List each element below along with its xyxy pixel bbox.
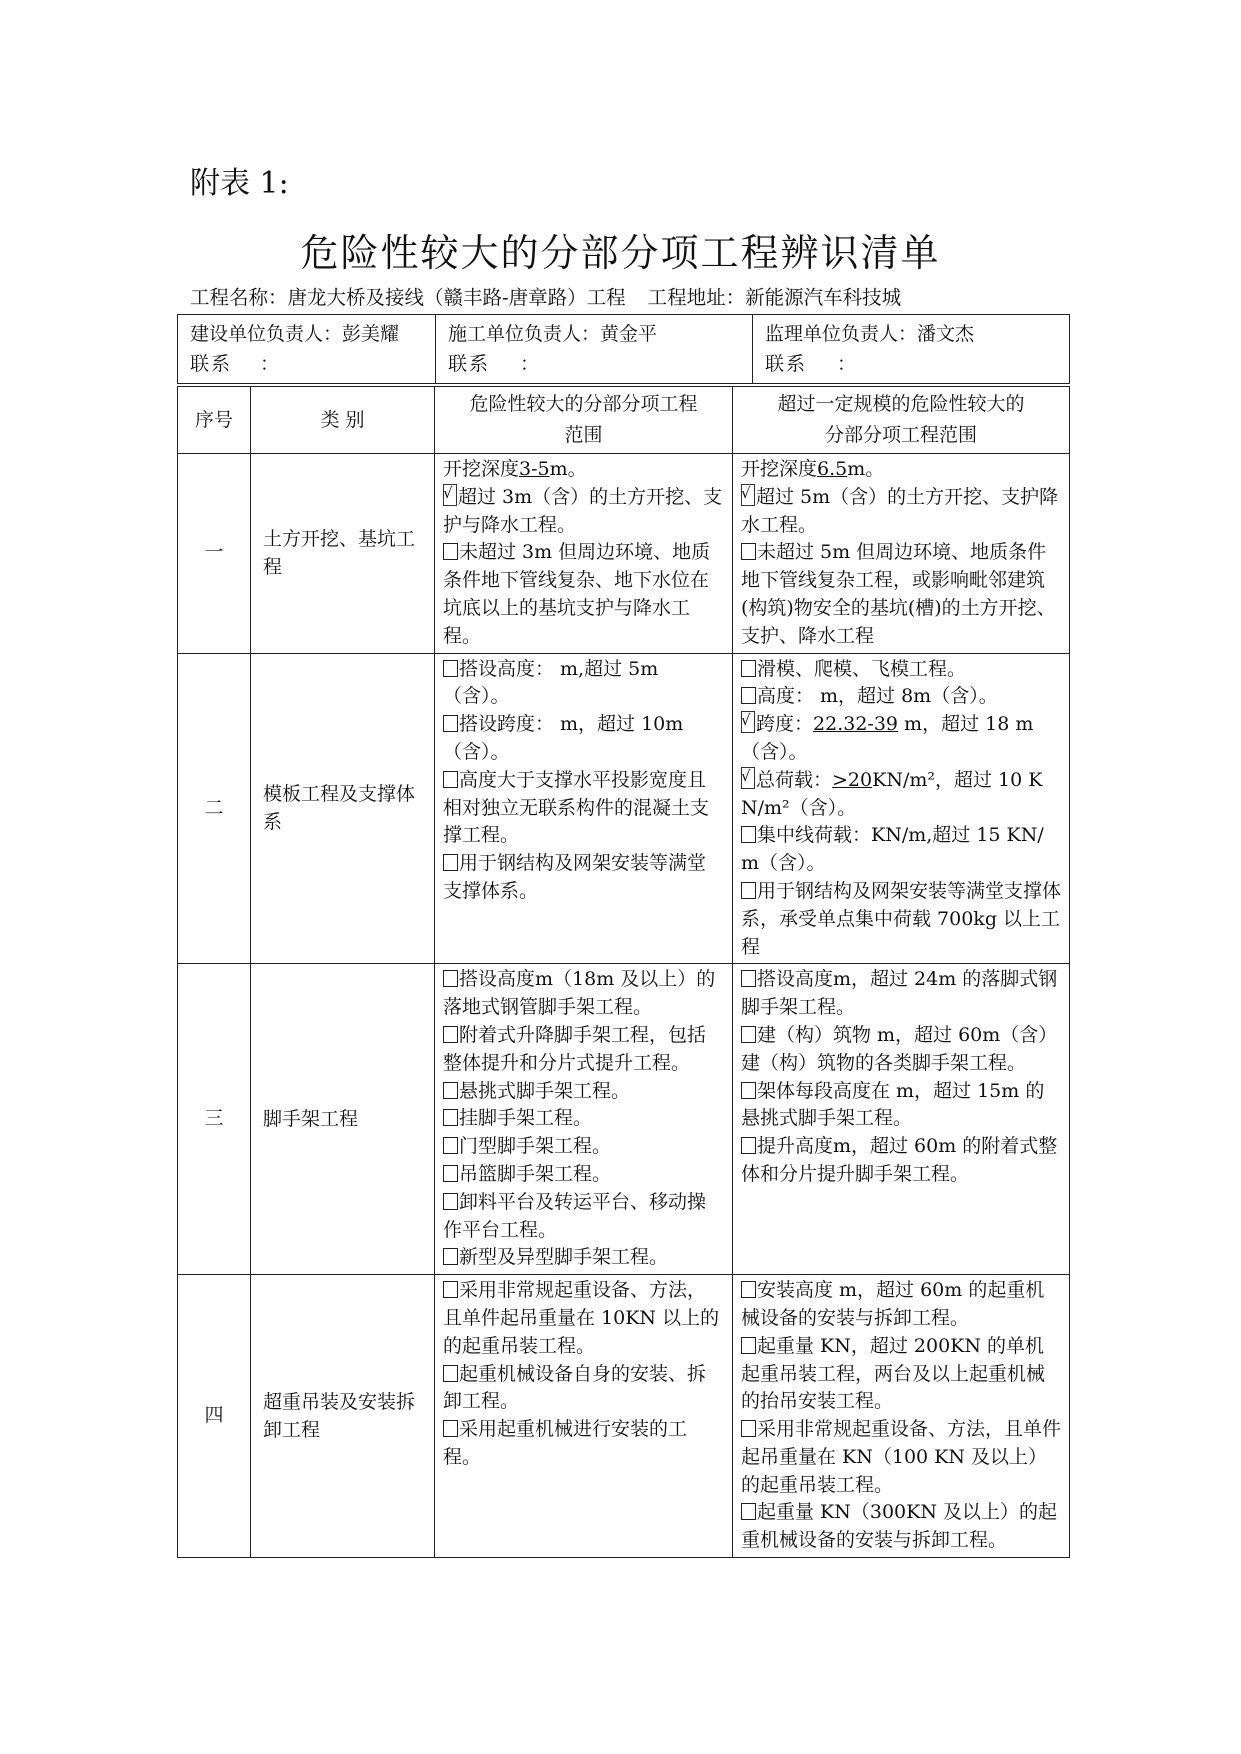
checked-box-icon: [741, 711, 755, 733]
checkbox-icon: [443, 854, 458, 871]
row-no: 四: [178, 1275, 251, 1558]
checkbox-icon: [741, 882, 756, 899]
table-row: [178, 454, 1070, 654]
checkbox-icon: [443, 1082, 458, 1099]
table-row: [178, 653, 1070, 964]
checkbox-icon: [741, 1082, 756, 1099]
contractor-responsible-cell: [436, 315, 753, 384]
supervisor-responsible-cell: [753, 315, 1070, 384]
checkbox-icon: [443, 715, 458, 732]
checked-box-icon: [443, 484, 457, 506]
checkbox-icon: [443, 1137, 458, 1154]
checkbox-icon: [443, 1281, 458, 1298]
checked-box-icon: [741, 767, 755, 789]
owner-responsible: 建设单位负责人：彭美耀: [190, 323, 400, 345]
checkbox-icon: [741, 660, 756, 677]
checkbox-icon: [443, 1365, 458, 1382]
document-title: 危险性较大的分部分项工程辨识清单: [300, 231, 941, 275]
project-name: 唐龙大桥及接线（赣丰路-唐章路）工程: [287, 286, 626, 309]
checkbox-icon: [741, 1137, 756, 1154]
checkbox-icon: [741, 1026, 756, 1043]
contractor-contact-label: 联系: [448, 353, 491, 375]
contractor-contact-sep: ：: [520, 353, 540, 375]
depth-value: 6.5: [817, 458, 848, 480]
table-row: [178, 1275, 1070, 1558]
depth-value: 3-5: [519, 458, 550, 480]
row-no: 一: [178, 454, 251, 654]
checkbox-icon: [741, 826, 756, 843]
range-cell: 采用非常规起重设备、方法，且单件起吊重量在 10KN 以上的的起重吊装工程。 起重机械设备自身的安装、拆卸工程。 采用起重机械进行安装的工程。: [435, 1275, 733, 1558]
project-name-label: 工程名称：: [190, 286, 288, 309]
supervisor-contact-sep: ：: [837, 353, 857, 375]
project-address-label: 工程地址：: [647, 286, 746, 309]
checkbox-icon: [741, 687, 756, 704]
over-range-cell: 搭设高度m，超过 24m 的落脚式钢脚手架工程。 建（构）筑物 m，超过 60m（含）建（构）筑物的各类脚手架工程。 架体每段高度在 m，超过 15m 的悬挑式脚手架工程。 提升高度m，超过 60m 的附着式整体和分片提升脚手架工程。: [733, 964, 1070, 1275]
checkbox-icon: [443, 1165, 458, 1182]
range-cell: 搭设高度m（18m 及以上）的落地式钢管脚手架工程。 附着式升降脚手架工程，包括整体提升和分片式提升工程。 悬挑式脚手架工程。 挂脚手架工程。 门型脚手架工程。 吊篮脚手架工程。 卸料平台及转运平台、移动操作平台工程。 新型及异型脚手架工程。: [435, 964, 733, 1275]
span-value: 22.32-39: [813, 713, 899, 736]
supervisor-responsible: 监理单位负责人：潘文杰: [765, 323, 975, 345]
checkbox-icon: [741, 1337, 756, 1354]
row-no: 二: [178, 653, 251, 964]
owner-contact-label: 联系: [190, 353, 233, 375]
header-range: 危险性较大的分部分项工程 范围: [435, 387, 733, 454]
checkbox-icon: [443, 543, 458, 560]
project-info-line: [190, 282, 901, 310]
checkbox-icon: [741, 1281, 756, 1298]
checkbox-icon: [443, 771, 458, 788]
header-category: 类 别: [251, 387, 435, 454]
supervisor-contact-label: 联系: [765, 353, 808, 375]
row-category: 土方开挖、基坑工程: [251, 454, 435, 654]
range-cell: 开挖深度3-5m。 √超过 3m（含）的土方开挖、支护与降水工程。 未超过 3m 但周边环境、地质条件地下管线复杂、地下水位在坑底以上的基坑支护与降水工程。: [435, 454, 733, 654]
header-no: 序号: [178, 387, 251, 454]
responsible-persons-table: [177, 314, 1070, 384]
load-value: >20: [832, 768, 873, 791]
checkbox-icon: [741, 970, 756, 987]
over-range-cell: 滑模、爬模、飞模工程。 高度： m，超过 8m（含）。 √跨度：22.32-39 m，超过 18 m（含）。 √总荷载：>20KN/m²，超过 10 KN/m²（含）。 集中线荷载：KN/m,超过 15 KN/m（含）。 用于钢结构及网架安装等满堂支撑体系，承受单点集中荷载 700kg 以上工程: [733, 653, 1070, 964]
owner-responsible-cell: [178, 315, 436, 384]
contractor-responsible: 施工单位负责人：黄金平: [448, 323, 658, 345]
row-category: 超重吊装及安装拆卸工程: [251, 1275, 435, 1558]
checkbox-icon: [443, 1420, 458, 1437]
checkbox-icon: [443, 970, 458, 987]
over-range-cell: 开挖深度6.5m。 √超过 5m（含）的土方开挖、支护降水工程。 未超过 5m 但周边环境、地质条件地下管线复杂工程，或影响毗邻建筑(构筑)物安全的基坑(槽)的土方开挖、支护、降水工程: [733, 454, 1070, 654]
header-over-range: 超过一定规模的危险性较大的 分部分项工程范围: [733, 387, 1070, 454]
checkbox-icon: [443, 1248, 458, 1265]
owner-contact-sep: ：: [260, 353, 280, 375]
checkbox-icon: [443, 660, 458, 677]
checkbox-icon: [443, 1193, 458, 1210]
range-cell: 搭设高度： m,超过 5m（含）。 搭设跨度： m，超过 10m（含）。 高度大于支撑水平投影宽度且相对独立无联系构件的混凝土支撑工程。 用于钢结构及网架安装等满堂支撑体系。: [435, 653, 733, 964]
checkbox-icon: [741, 1503, 756, 1520]
checkbox-icon: [741, 1420, 756, 1437]
row-category: 脚手架工程: [251, 964, 435, 1275]
row-no: 三: [178, 964, 251, 1275]
project-address: 新能源汽车科技城: [745, 286, 902, 309]
checkbox-icon: [443, 1026, 458, 1043]
checkbox-icon: [443, 1109, 458, 1126]
annex-label: 附表 1:: [190, 166, 289, 201]
checked-box-icon: [741, 484, 755, 506]
over-range-cell: 安装高度 m，超过 60m 的起重机械设备的安装与拆卸工程。 起重量 KN，超过 200KN 的单机起重吊装工程，两台及以上起重机械的抬吊安装工程。 采用非常规起重设备、方法，且单件起吊重量在 KN（100 KN 及以上）的起重吊装工程。 起重量 KN（300KN 及以上）的起重机械设备的安装与拆卸工程。: [733, 1275, 1070, 1558]
checkbox-icon: [741, 543, 756, 560]
row-category: 模板工程及支撑体系: [251, 653, 435, 964]
table-row: [178, 964, 1070, 1275]
hazard-identification-table: [177, 386, 1070, 1558]
